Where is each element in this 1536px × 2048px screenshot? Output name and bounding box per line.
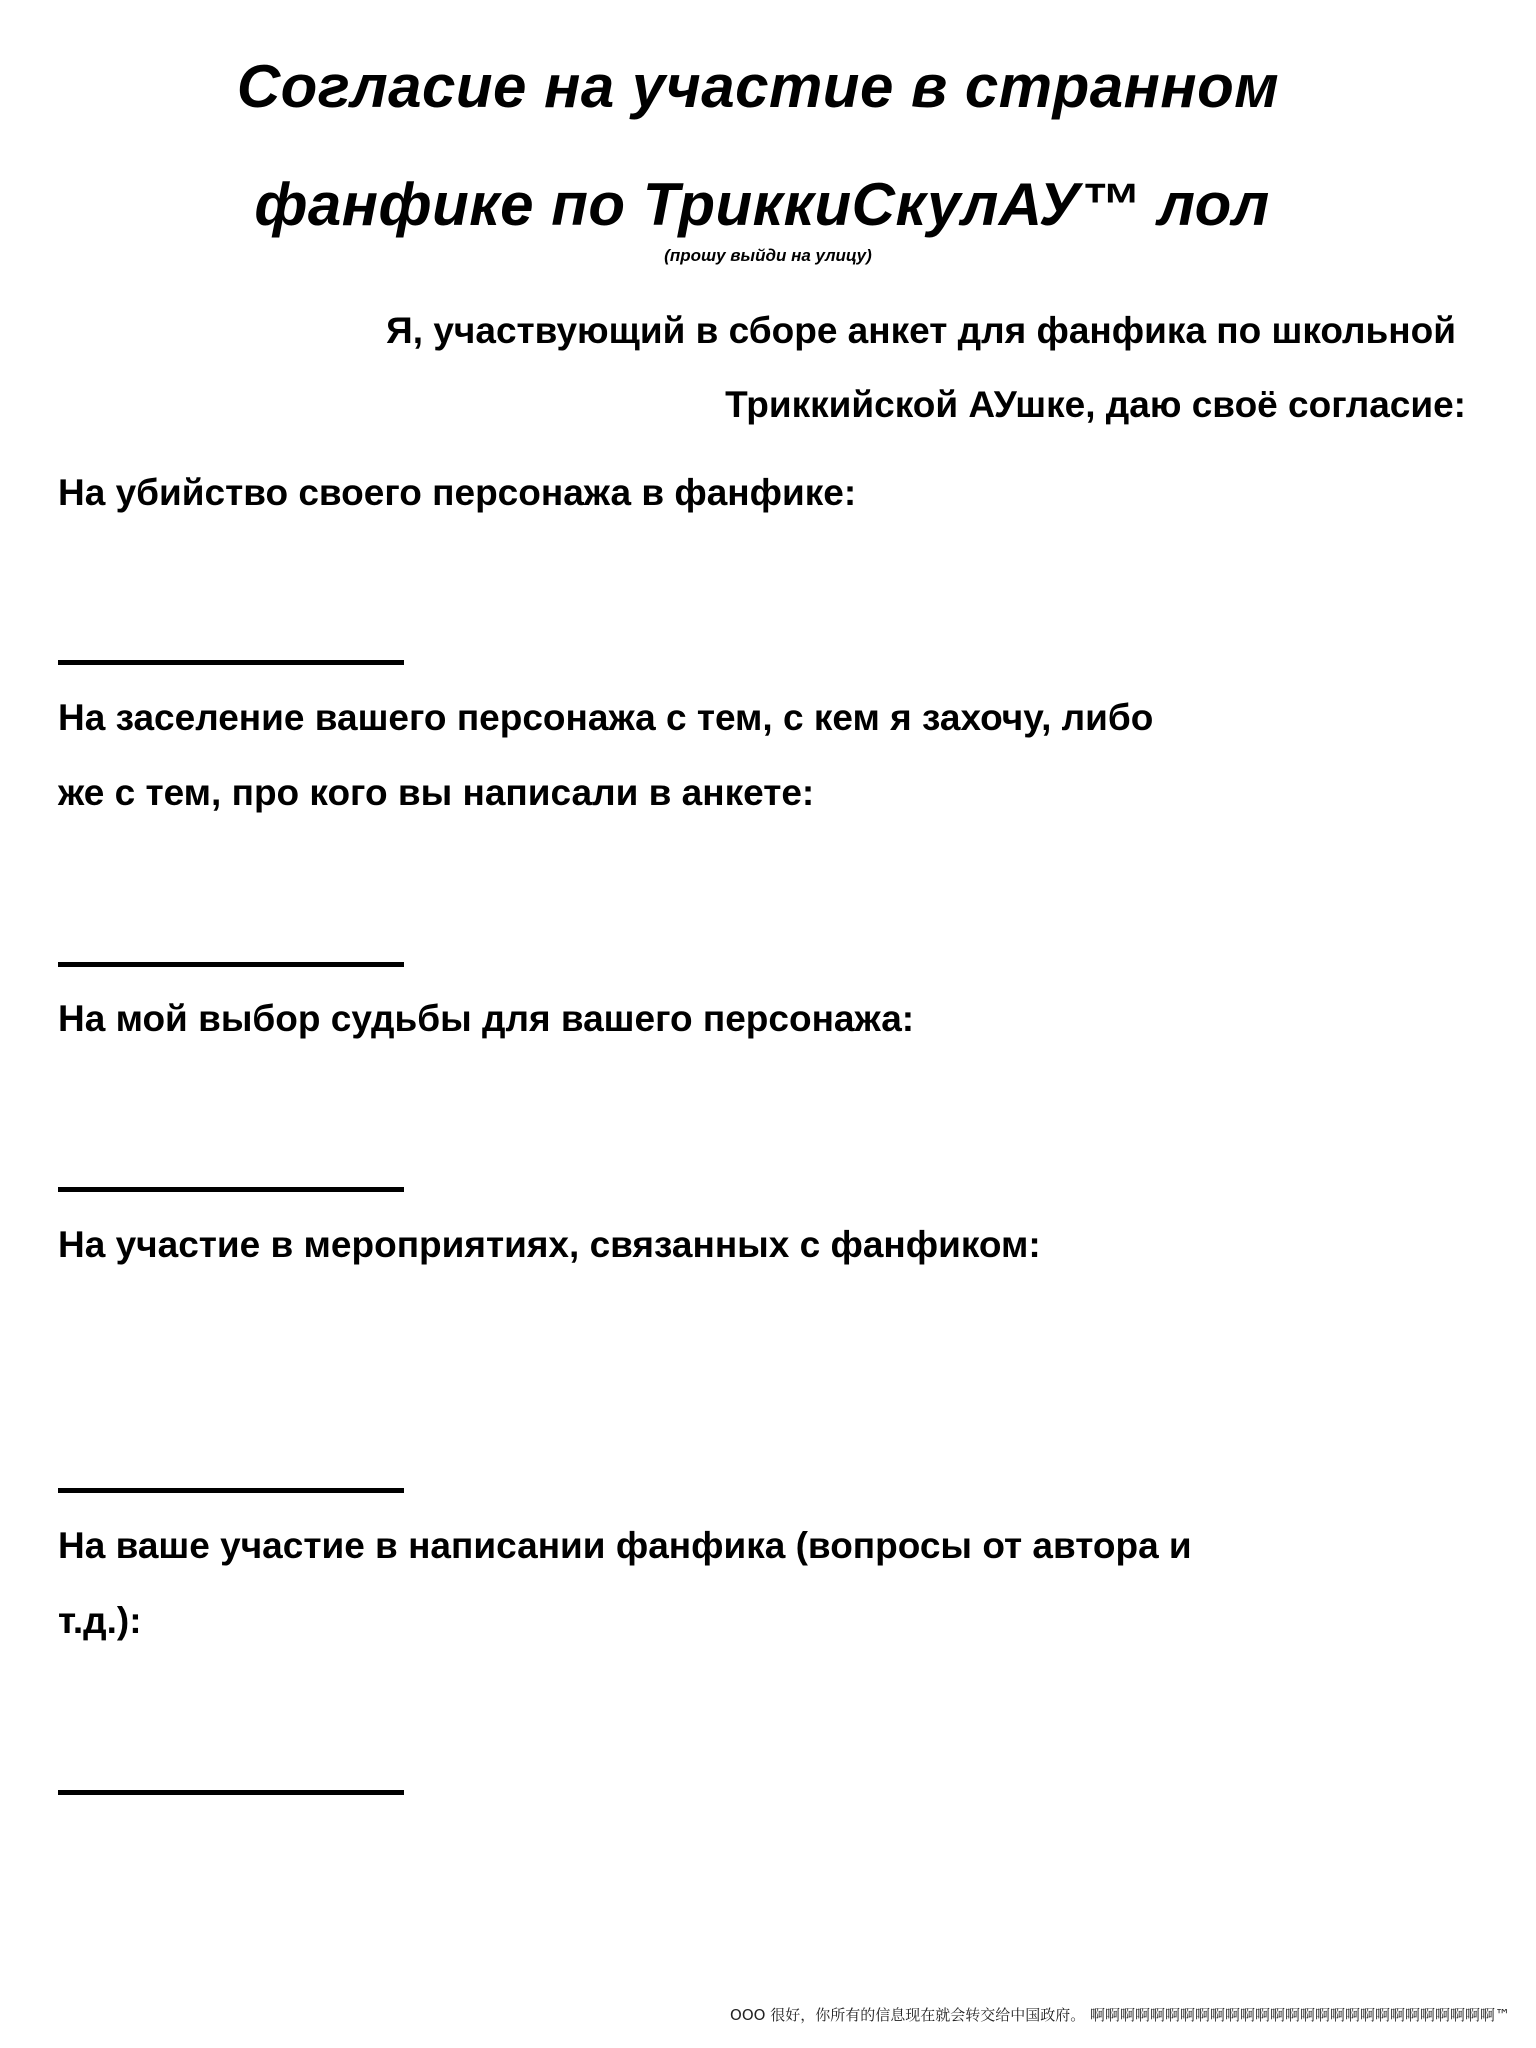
consent-item-2-text-cont: же с тем, про кого вы написали в анкете: (58, 772, 815, 813)
consent-item-4-signature-line[interactable] (58, 1488, 404, 1493)
consent-item-5-text-cont: т.д.): (58, 1600, 142, 1641)
consent-item-4-text: На участие в мероприятиях, связанных с фанфиком: (58, 1224, 1041, 1265)
form-subtitle: (прошу выйди на улицу) (664, 246, 872, 265)
consent-item-5-text: На ваше участие в написании фанфика (вопросы от автора и (58, 1525, 1192, 1566)
consent-item-2-text: На заселение вашего персонажа с тем, с кем я захочу, либо (58, 697, 1154, 738)
consent-item-1-text: На убийство своего персонажа в фанфике: (58, 472, 857, 513)
consent-item-5-signature-line[interactable] (58, 1790, 404, 1795)
intro-line-1: Я, участвующий в сборе анкет для фанфика по школьной (386, 310, 1456, 351)
intro-line-2: Триккийской АУшке, даю своё согласие: (725, 384, 1466, 425)
consent-item-3-text: На мой выбор судьбы для вашего персонажа: (58, 998, 915, 1039)
consent-item-2-signature-line[interactable] (58, 962, 404, 967)
footer-note: ООО 很好，你所有的信息现在就会转交给中国政府。 啊啊啊啊啊啊啊啊啊啊啊啊啊啊啊啊啊啊啊啊啊啊啊啊啊啊啊™ (730, 2006, 1510, 2024)
form-title-line-2: фанфике по ТриккиСкулАУ™ лол (254, 171, 1270, 238)
consent-item-1-signature-line[interactable] (58, 660, 404, 665)
form-title-line-1: Согласие на участие в странном (236, 53, 1280, 120)
consent-item-3-signature-line[interactable] (58, 1187, 404, 1192)
